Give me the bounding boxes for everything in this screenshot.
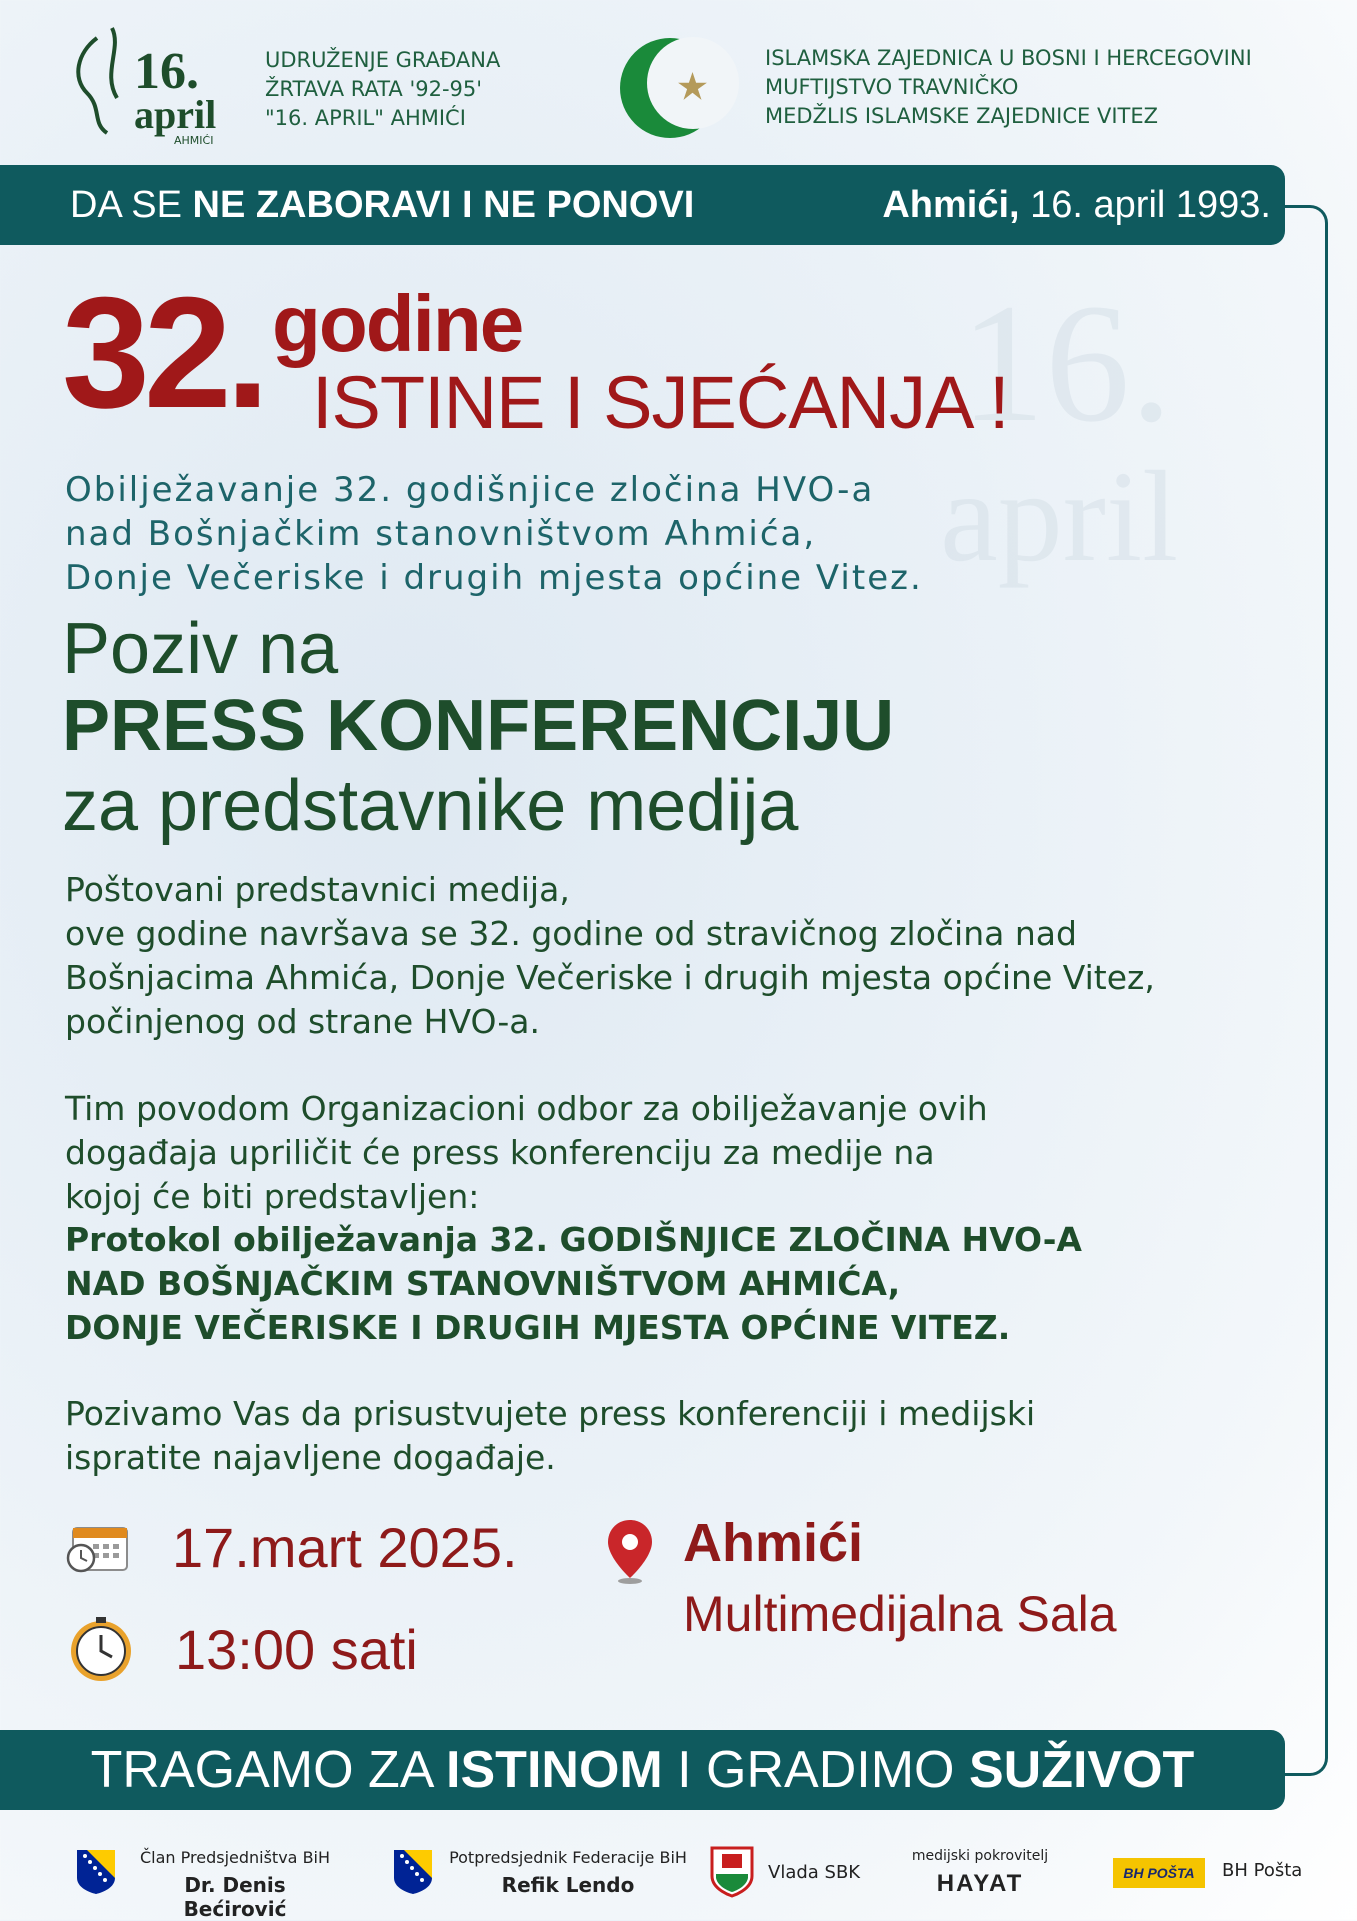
svg-text:16.: 16. [134,43,199,100]
sponsor-lendo [448,1848,688,1897]
org-left-line: UDRUŽENJE GRAĐANA [265,48,501,72]
body-line: ispratite najavljene događaje. [65,1438,556,1477]
body-paragraph-1 [65,868,1155,1044]
slogan [70,184,694,227]
subtitle-line: Obilježavanje 32. godišnjice zločina HVO-a [65,470,875,510]
org-right-line: MUFTIJSTVO TRAVNIČKO [765,75,1019,99]
clock-icon [67,1615,135,1683]
slogan-normal: DA SE [70,183,193,226]
body-line: Protokol obilježavanja 32. GODIŠNJICE ZLOČINA HVO-A [65,1220,1082,1259]
body-line: NAD BOŠNJAČKIM STANOVNIŠTVOM AHMIĆA, [65,1264,901,1303]
event-hall: Multimedijalna Sala [683,1586,1117,1642]
svg-text:16.: 16. [960,270,1173,457]
slogan-bold: NE ZABORAVI I NE PONOVI [192,183,695,226]
udruzenje-16-april-logo [62,18,242,148]
sponsor-becirovic [130,1848,340,1921]
top-banner [0,165,1285,245]
location-pin-icon [605,1518,655,1586]
body-line: događaja upriličit će press konferenciju za medije na [65,1133,935,1172]
subtitle-line: Donje Večeriske i drugih mjesta općine Vitez. [65,558,923,598]
subtitle-line: nad Bošnjačkim stanovništvom Ahmića, [65,514,817,554]
bh-posta-logo [1113,1858,1205,1888]
place-date [882,184,1271,227]
svg-text:april: april [134,92,217,137]
bh-posta-logo-text: BH POŠTA [1123,1865,1195,1881]
anniversary-number: 32. [62,265,264,441]
sponsor-hayat [905,1848,1055,1898]
org-right-line: MEDŽLIS ISLAMSKE ZAJEDNICE VITEZ [765,104,1159,128]
islamska-zajednica-logo [615,28,745,148]
org-right-text [765,44,1252,131]
place-bold: Ahmići, [882,183,1020,226]
body-line: počinjenog od strane HVO-a. [65,1002,540,1041]
protocol-paragraph [65,1218,1082,1350]
bottom-slogan-c: I GRADIMO [662,1741,969,1799]
org-right-line: ISLAMSKA ZAJEDNICA U BOSNI I HERCEGOVINI [765,46,1252,70]
event-time: 13:00 sati [175,1618,418,1681]
anniversary-slogan: ISTINE I SJEĆANJA ! [312,361,1009,444]
bottom-slogan-a: TRAGAMO ZA [90,1741,447,1799]
event-place: Ahmići [683,1513,864,1573]
sponsor-role: Potpredsjednik Federacije BiH [449,1848,687,1867]
bottom-slogan-d: SUŽIVOT [968,1741,1195,1799]
date-normal: 16. april 1993. [1019,183,1271,226]
frame-line [1270,205,1328,1776]
calendar-icon [65,1522,131,1574]
invite-line-2: PRESS KONFERENCIJU [62,686,895,766]
sponsor-role: medijski pokrovitelj [911,1848,1049,1864]
bottom-banner [0,1730,1285,1810]
sbk-coat-of-arms-icon [710,1846,754,1898]
sponsor-name: Dr. Denis Bećirović [183,1873,287,1921]
hayat-logo: HAYAT [936,1870,1024,1897]
org-left-line: ŽRTAVA RATA '92-95' [265,77,483,101]
org-left-text [265,46,500,133]
bottom-slogan-b: ISTINOM [446,1741,663,1799]
watermark-logo [900,270,1320,630]
sponsor-name: Refik Lendo [501,1873,635,1897]
org-left-line: "16. APRIL" AHMIĆI [265,106,466,130]
body-paragraph-2 [65,1087,988,1219]
body-line: Tim povodom Organizacioni odbor za obilježavanje ovih [65,1089,988,1128]
event-date: 17.mart 2025. [172,1516,518,1579]
body-line: Pozivamo Vas da prisustvujete press konferenciji i medijski [65,1394,1036,1433]
sponsor-role: Član Predsjedništva BiH [139,1848,331,1867]
bih-flag-icon [75,1848,117,1896]
invite-line-3: za predstavnike medija [62,766,799,846]
sponsor-bh-posta: BH Pošta [1222,1860,1303,1881]
subtitle [65,468,923,600]
body-line: Bošnjacima Ahmića, Donje Večeriske i drugih mjesta općine Vitez, [65,958,1155,997]
svg-text:april: april [940,445,1179,589]
body-line: ove godine navršava se 32. godine od stravičnog zločina nad [65,914,1077,953]
body-line: DONJE VEČERISKE I DRUGIH MJESTA OPĆINE VITEZ. [65,1308,1011,1347]
bih-flag-icon [392,1848,434,1896]
body-paragraph-4 [65,1392,1035,1480]
body-line: Poštovani predstavnici medija, [65,870,570,909]
invite-line-1: Poziv na [62,609,339,689]
anniversary-godine: godine [272,279,523,368]
body-line: kojoj će biti predstavljen: [65,1177,480,1216]
svg-text:AHMIĆI: AHMIĆI [174,134,214,147]
sponsor-vlada-sbk: Vlada SBK [768,1862,861,1883]
